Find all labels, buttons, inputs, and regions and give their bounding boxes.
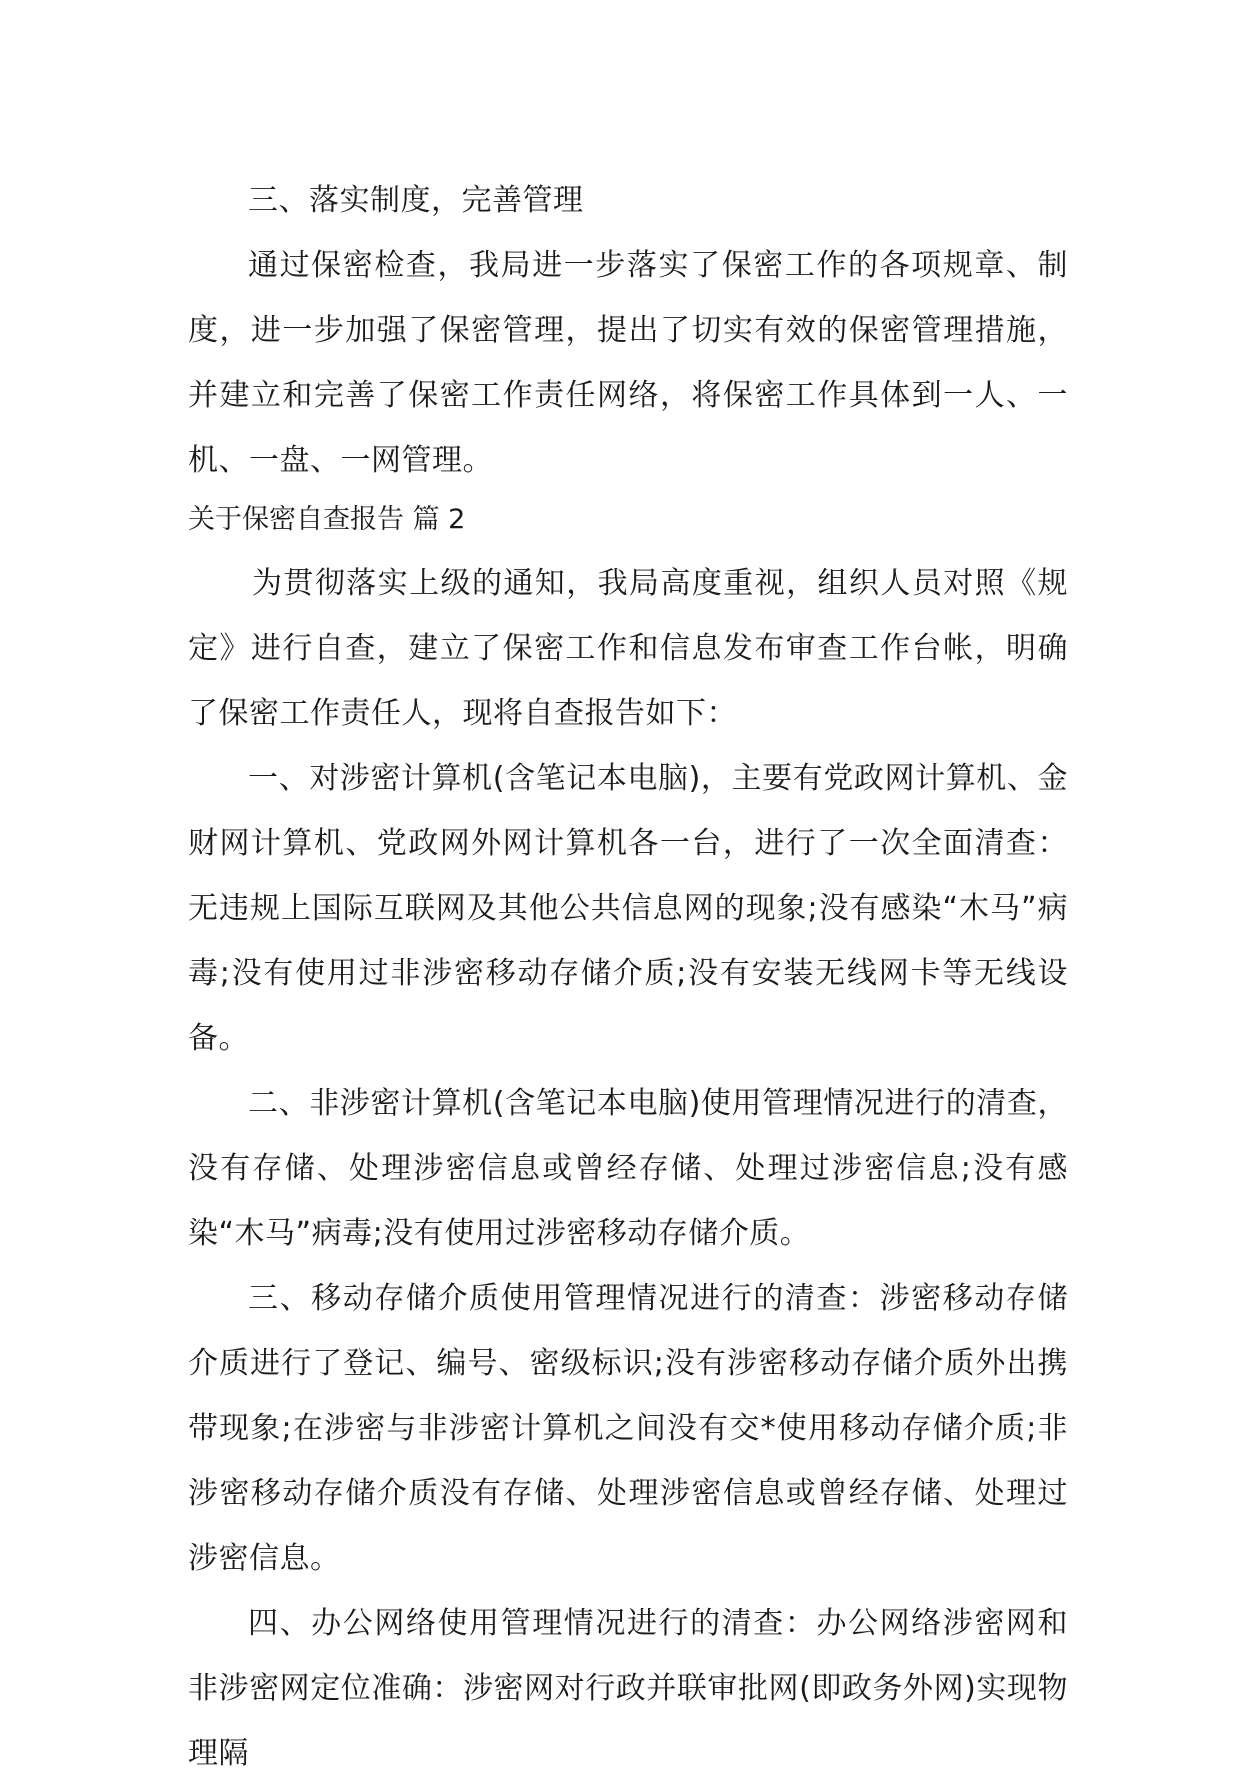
report-title: 关于保密自查报告 篇 2 xyxy=(188,504,466,535)
item-3-paragraph: 三、移动存储介质使用管理情况进行的清查：涉密移动存储介质进行了登记、编号、密级标识;没有涉密移动存储介质外出携带现象;在涉密与非涉密计算机之间没有交*使用移动存储介质;非涉密移动存储介质没有存储、处理涉密信息或曾经存储、处理过涉密信息。 xyxy=(188,1281,1068,1576)
item-1-paragraph: 一、对涉密计算机(含笔记本电脑)，主要有党政网计算机、金财网计算机、党政网外网计算机各一台，进行了一次全面清查：无违规上国际互联网及其他公共信息网的现象;没有感染“木马”病毒;没有使用过非涉密移动存储介质;没有安装无线网卡等无线设备。 xyxy=(188,761,1068,1056)
item-2-paragraph: 二、非涉密计算机(含笔记本电脑)使用管理情况进行的清查，没有存储、处理涉密信息或曾经存储、处理过涉密信息;没有感染“木马”病毒;没有使用过涉密移动存储介质。 xyxy=(188,1086,1068,1251)
section-three-paragraph: 通过保密检查，我局进一步落实了保密工作的各项规章、制度，进一步加强了保密管理，提出了切实有效的保密管理措施，并建立和完善了保密工作责任网络，将保密工作具体到一人、一机、一盘、一网管理。 xyxy=(188,248,1068,478)
document-body xyxy=(188,168,1068,1786)
intro-paragraph: 为贯彻落实上级的通知，我局高度重视，组织人员对照《规定》进行自查，建立了保密工作和信息发布审查工作台帐，明确了保密工作责任人，现将自查报告如下： xyxy=(188,566,1068,731)
item-4-paragraph: 四、办公网络使用管理情况进行的清查：办公网络涉密网和非涉密网定位准确：涉密网对行政并联审批网(即政务外网)实现物理隔 xyxy=(188,1606,1068,1771)
section-three-heading: 三、落实制度，完善管理 xyxy=(248,183,584,218)
